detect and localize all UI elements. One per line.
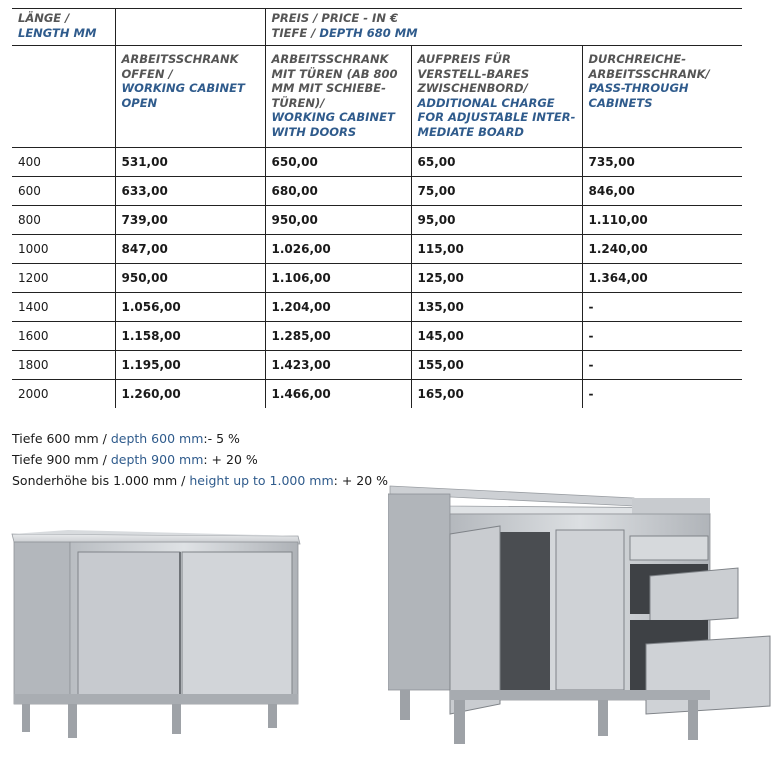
length-header: LÄNGE / LENGTH MM bbox=[12, 9, 115, 46]
length-cell: 1800 bbox=[12, 351, 115, 380]
price-doors-cell: 650,00 bbox=[265, 148, 411, 177]
note-depth-900: Tiefe 900 mm / depth 900 mm: + 20 % bbox=[12, 452, 258, 467]
price-doors-cell: 1.204,00 bbox=[265, 293, 411, 322]
column-header-row bbox=[12, 46, 742, 148]
sliding-door-cabinet-image bbox=[8, 530, 308, 750]
length-cell: 400 bbox=[12, 148, 115, 177]
table-row bbox=[12, 380, 742, 409]
col-header-open: ARBEITSSCHRANK OFFEN / WORKING CABINET OPEN bbox=[115, 46, 265, 148]
door-drawer-cabinet-image bbox=[388, 484, 774, 750]
price-pass-cell: 1.240,00 bbox=[582, 235, 742, 264]
price-open-cell: 1.158,00 bbox=[115, 322, 265, 351]
empty-header-cell bbox=[12, 46, 115, 148]
price-pass-cell: - bbox=[582, 351, 742, 380]
note-special-height: Sonderhöhe bis 1.000 mm / height up to 1.000 mm: + 20 % bbox=[12, 473, 389, 488]
table-row bbox=[12, 322, 742, 351]
table-row bbox=[12, 264, 742, 293]
length-cell: 600 bbox=[12, 177, 115, 206]
price-open-cell: 1.195,00 bbox=[115, 351, 265, 380]
price-board-cell: 65,00 bbox=[411, 148, 582, 177]
price-pass-cell: 1.364,00 bbox=[582, 264, 742, 293]
price-pass-cell: 846,00 bbox=[582, 177, 742, 206]
table-header-row bbox=[12, 9, 742, 46]
table-row bbox=[12, 206, 742, 235]
length-cell: 1000 bbox=[12, 235, 115, 264]
price-pass-cell: 1.110,00 bbox=[582, 206, 742, 235]
col-header-doors: ARBEITSSCHRANK MIT TÜREN (AB 800 MM MIT SCHIEBE-TÜREN)/ WORKING CABINET WITH DOORS bbox=[265, 46, 411, 148]
price-open-cell: 1.056,00 bbox=[115, 293, 265, 322]
price-table bbox=[12, 8, 742, 408]
table-row bbox=[12, 177, 742, 206]
surcharge-notes bbox=[12, 428, 388, 491]
price-board-cell: 115,00 bbox=[411, 235, 582, 264]
table-row bbox=[12, 293, 742, 322]
col-header-board: AUFPREIS FÜR VERSTELL-BARES ZWISCHENBORD/ ADDITIONAL CHARGE FOR ADJUSTABLE INTER-MEDIATE BOARD bbox=[411, 46, 582, 148]
blank-header-cell bbox=[115, 9, 265, 46]
col-header-pass: DURCHREICHE-ARBEITSSCHRANK/ PASS-THROUGH CABINETS bbox=[582, 46, 742, 148]
price-open-cell: 950,00 bbox=[115, 264, 265, 293]
price-doors-cell: 1.285,00 bbox=[265, 322, 411, 351]
price-doors-cell: 1.423,00 bbox=[265, 351, 411, 380]
length-cell: 800 bbox=[12, 206, 115, 235]
price-board-cell: 155,00 bbox=[411, 351, 582, 380]
price-pass-cell: 735,00 bbox=[582, 148, 742, 177]
table-row bbox=[12, 148, 742, 177]
price-doors-cell: 680,00 bbox=[265, 177, 411, 206]
price-open-cell: 531,00 bbox=[115, 148, 265, 177]
price-doors-cell: 950,00 bbox=[265, 206, 411, 235]
price-board-cell: 75,00 bbox=[411, 177, 582, 206]
price-doors-cell: 1.026,00 bbox=[265, 235, 411, 264]
price-open-cell: 739,00 bbox=[115, 206, 265, 235]
table-row bbox=[12, 235, 742, 264]
price-doors-cell: 1.466,00 bbox=[265, 380, 411, 409]
price-open-cell: 847,00 bbox=[115, 235, 265, 264]
length-cell: 1200 bbox=[12, 264, 115, 293]
length-cell: 1400 bbox=[12, 293, 115, 322]
price-doors-cell: 1.106,00 bbox=[265, 264, 411, 293]
price-board-cell: 135,00 bbox=[411, 293, 582, 322]
price-board-cell: 165,00 bbox=[411, 380, 582, 409]
price-pass-cell: - bbox=[582, 322, 742, 351]
length-cell: 1600 bbox=[12, 322, 115, 351]
table-row bbox=[12, 351, 742, 380]
price-open-cell: 1.260,00 bbox=[115, 380, 265, 409]
price-open-cell: 633,00 bbox=[115, 177, 265, 206]
price-board-cell: 125,00 bbox=[411, 264, 582, 293]
price-board-cell: 145,00 bbox=[411, 322, 582, 351]
price-depth-header: PREIS / PRICE - IN € TIEFE / DEPTH 680 MM bbox=[265, 9, 742, 46]
length-cell: 2000 bbox=[18, 387, 49, 401]
price-pass-cell: - bbox=[582, 380, 742, 409]
price-pass-cell: - bbox=[582, 293, 742, 322]
price-board-cell: 95,00 bbox=[411, 206, 582, 235]
note-depth-600: Tiefe 600 mm / depth 600 mm:- 5 % bbox=[12, 431, 240, 446]
